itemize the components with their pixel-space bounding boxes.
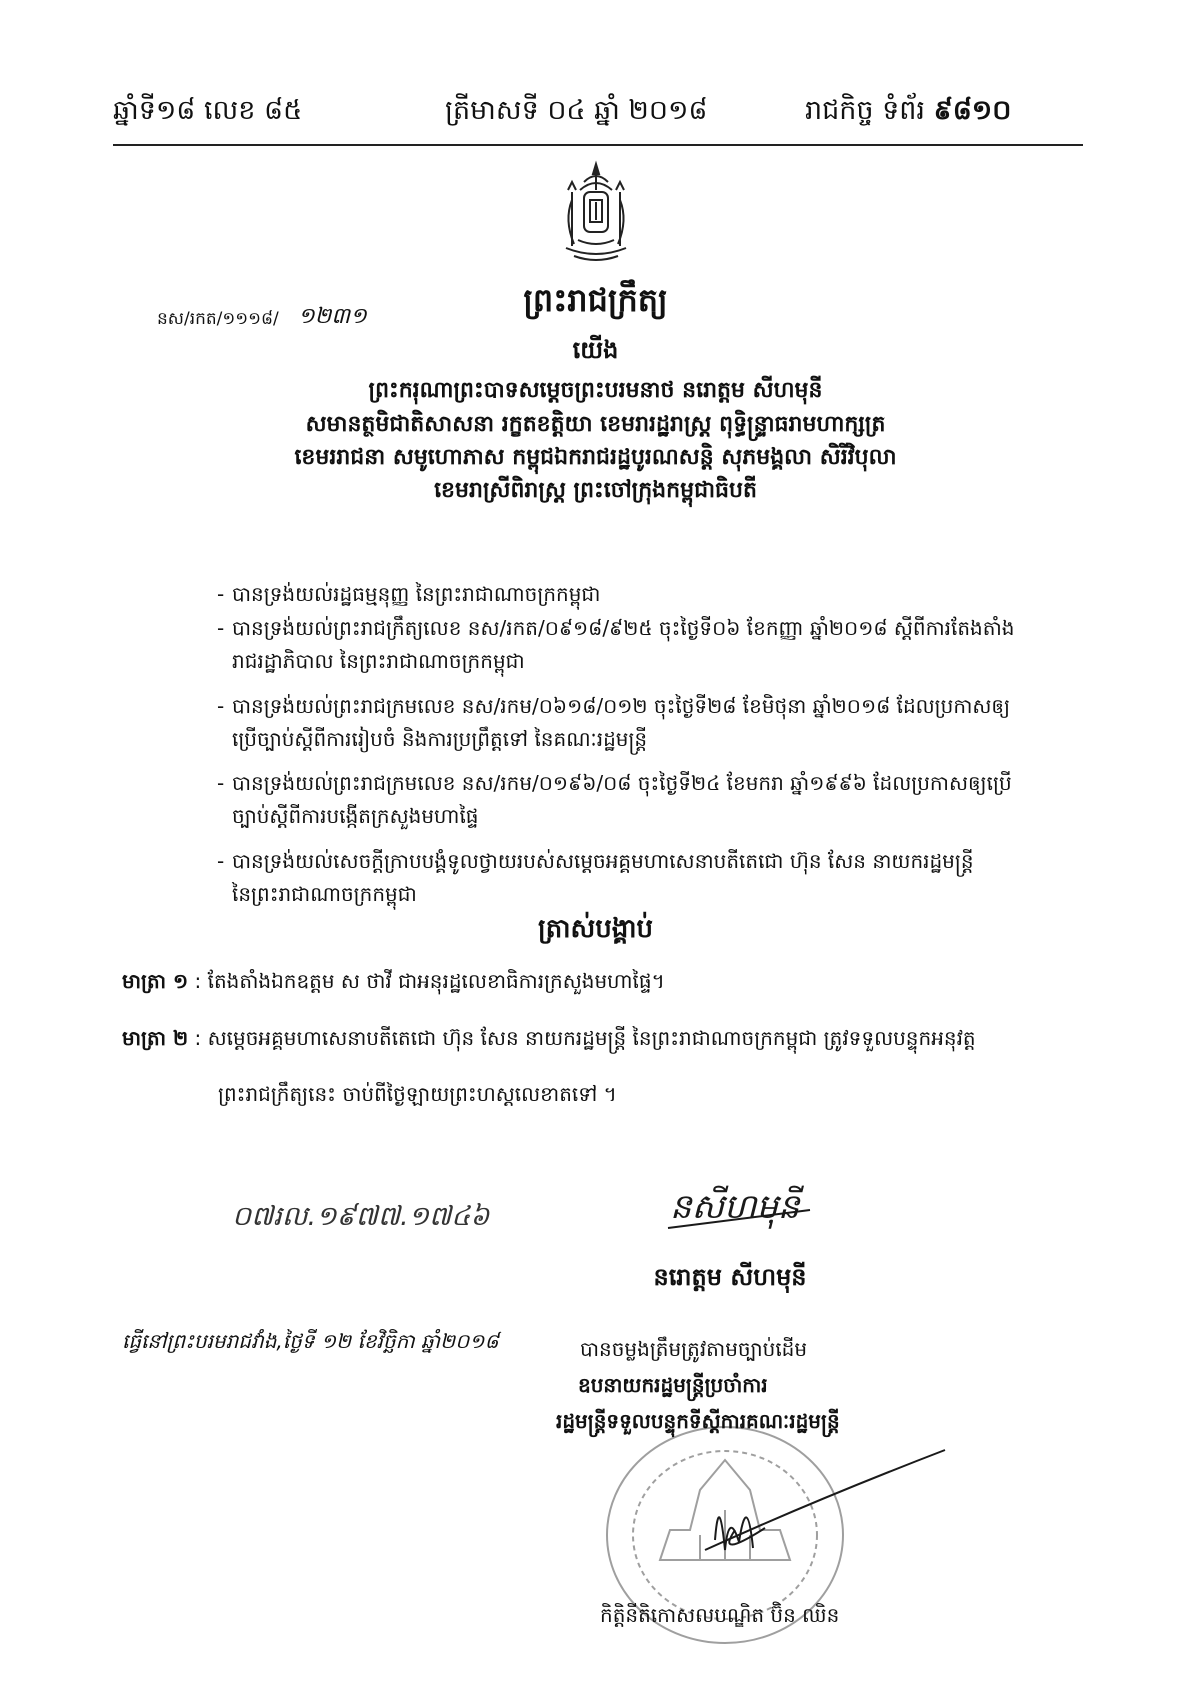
page-number: ៩៨១០ (933, 95, 1012, 126)
page-label: រាជកិច្ច ទំព័រ (805, 95, 925, 126)
bullet-dash: - (217, 849, 225, 873)
decree-we: យើង (572, 336, 619, 364)
article-2-continued: ព្រះរាជក្រឹត្យនេះ ចាប់ពីថ្ងៃឡាយព្រះហស្តលេខាតទៅ ។ (218, 1082, 617, 1106)
consideration-text: បានទ្រង់យល់រដ្ឋធម្មនុញ្ញ នៃព្រះរាជាណាចក្រកម្ពុជា (232, 582, 601, 606)
bullet-dash: - (217, 616, 225, 640)
gazette-page (805, 94, 1011, 133)
countersigner-title: ឧបនាយករដ្ឋមន្ត្រីប្រចាំការ (578, 1373, 768, 1397)
king-title-line: ខេមរាស្រីពិរាស្ត្រ ព្រះចៅក្រុងកម្ពុជាធិបតី (434, 478, 757, 503)
bullet-dash: - (217, 771, 225, 795)
royal-crest-icon (554, 160, 638, 268)
consideration-text: បានទ្រង់យល់ព្រះរាជក្រមលេខ នស/រកម/០៦១៨/០១២ ចុះថ្ងៃទី២៨ ខែមិថុនា ឆ្នាំ២០១៨ ដែលប្រកាសឲ្យ (232, 694, 1011, 718)
place-date: ធ្វើនៅព្រះបរមរាជវាំង,ថ្ងៃទី ១២ ខែវិច្ឆិកា ឆ្នាំ២០១៨ (122, 1329, 499, 1353)
consideration-text: ប្រើច្បាប់ស្តីពីការរៀបចំ និងការប្រព្រឹត្តទៅ នៃគណៈរដ្ឋមន្ត្រី (232, 727, 648, 751)
article-2 (122, 1025, 976, 1055)
handwritten-registration-number: ០៧រល.១៩៧៧.១៧៤៦ (232, 1201, 490, 1232)
bullet-dash: - (217, 694, 225, 718)
gazette-quarter: ត្រីមាសទី ០៤ ឆ្នាំ ២០១៨ (445, 95, 708, 126)
consideration-text: បានទ្រង់យល់ព្រះរាជក្រមលេខ នស/រកម/០១៩៦/០៨ ចុះថ្ងៃទី២៤ ខែមករា ឆ្នាំ១៩៩៦ ដែលប្រកាសឲ្យប្រើ (232, 771, 1012, 795)
bullet-dash: - (217, 582, 225, 606)
article-label: មាត្រា ២ (122, 1026, 189, 1050)
consideration-item (217, 578, 1052, 611)
article-text: : តែងតាំងឯកឧត្តម ស ថាវី ជាអនុរដ្ឋលេខាធិការក្រសួងមហាផ្ទៃ។ (194, 969, 665, 993)
king-title-line: ខេមររាជនា សមូហោភាស កម្ពុជឯករាជរដ្ឋបូរណសន្តិ សុភមង្គលា សិរីវិបុលា (294, 445, 897, 470)
king-name: នរោត្តម សីហមុនី (653, 1263, 807, 1291)
consideration-item (217, 690, 1052, 756)
minister-name: កិត្តិនីតិកោសលបណ្ឌិត ប៊ិន ឈិន (600, 1603, 840, 1627)
decree-title: ព្រះរាជក្រឹត្យ (523, 281, 668, 319)
certified-copy-line: បានចម្លងត្រឹមត្រូវតាមច្បាប់ដើម (580, 1337, 808, 1361)
consideration-item (217, 767, 1052, 833)
decree-reference-handwritten: ១២៣១ (298, 304, 367, 329)
article-text: : សម្តេចអគ្គមហាសេនាបតីតេជោ ហ៊ុន សែន នាយករដ្ឋមន្ត្រី នៃព្រះរាជាណាចក្រកម្ពុជា ត្រូវទទួលបន្ទុកអនុវត្ត (194, 1026, 976, 1050)
consideration-text: រាជរដ្ឋាភិបាល នៃព្រះរាជាណាចក្រកម្ពុជា (232, 649, 525, 673)
king-signature-text: នសីហមុនី (670, 1187, 800, 1227)
consideration-text: បានទ្រង់យល់ព្រះរាជក្រឹត្យលេខ នស/រកត/០៩១៨/៩២៥ ចុះថ្ងៃទី០៦ ខែកញ្ញា ឆ្នាំ២០១៨ ស្តីពីការតែងតាំង (232, 616, 1015, 640)
decree-reference: នស/រកត/១១១៨/ (157, 309, 279, 329)
header-divider (113, 144, 1083, 146)
gazette-issue: ឆ្នាំទី១៨ លេខ ៨៥ (113, 95, 303, 126)
consideration-item (217, 612, 1052, 678)
consideration-text: នៃព្រះរាជាណាចក្រកម្ពុជា (232, 882, 417, 906)
king-title-line: សមានត្ថមិជាតិសាសនា រក្ខតខត្តិយា ខេមរារដ្ឋរាស្ត្រ ពុទ្ធិន្ទ្រាធរាមហាក្សត្រ (305, 412, 886, 437)
king-signature (660, 1170, 820, 1240)
consideration-text: ច្បាប់ស្តីពីការបង្កើតក្រសួងមហាផ្ទៃ (232, 804, 479, 828)
article-1 (122, 968, 665, 998)
article-label: មាត្រា ១ (122, 969, 189, 993)
king-title-line: ព្រះករុណាព្រះបាទសម្តេចព្រះបរមនាថ នរោត្តម សីហមុនី (368, 378, 823, 403)
consideration-item (217, 845, 1052, 911)
consideration-text: បានទ្រង់យល់សេចក្តីក្រាបបង្គំទូលថ្វាយរបស់សម្តេចអគ្គមហាសេនាបតីតេជោ ហ៊ុន សែន នាយករដ្ឋមន្ត្រី (232, 849, 974, 873)
countersigner-title: រដ្ឋមន្ត្រីទទួលបន្ទុកទីស្តីការគណៈរដ្ឋមន្ត្រី (556, 1409, 840, 1433)
decide-heading: ត្រាស់បង្គាប់ (537, 914, 654, 944)
